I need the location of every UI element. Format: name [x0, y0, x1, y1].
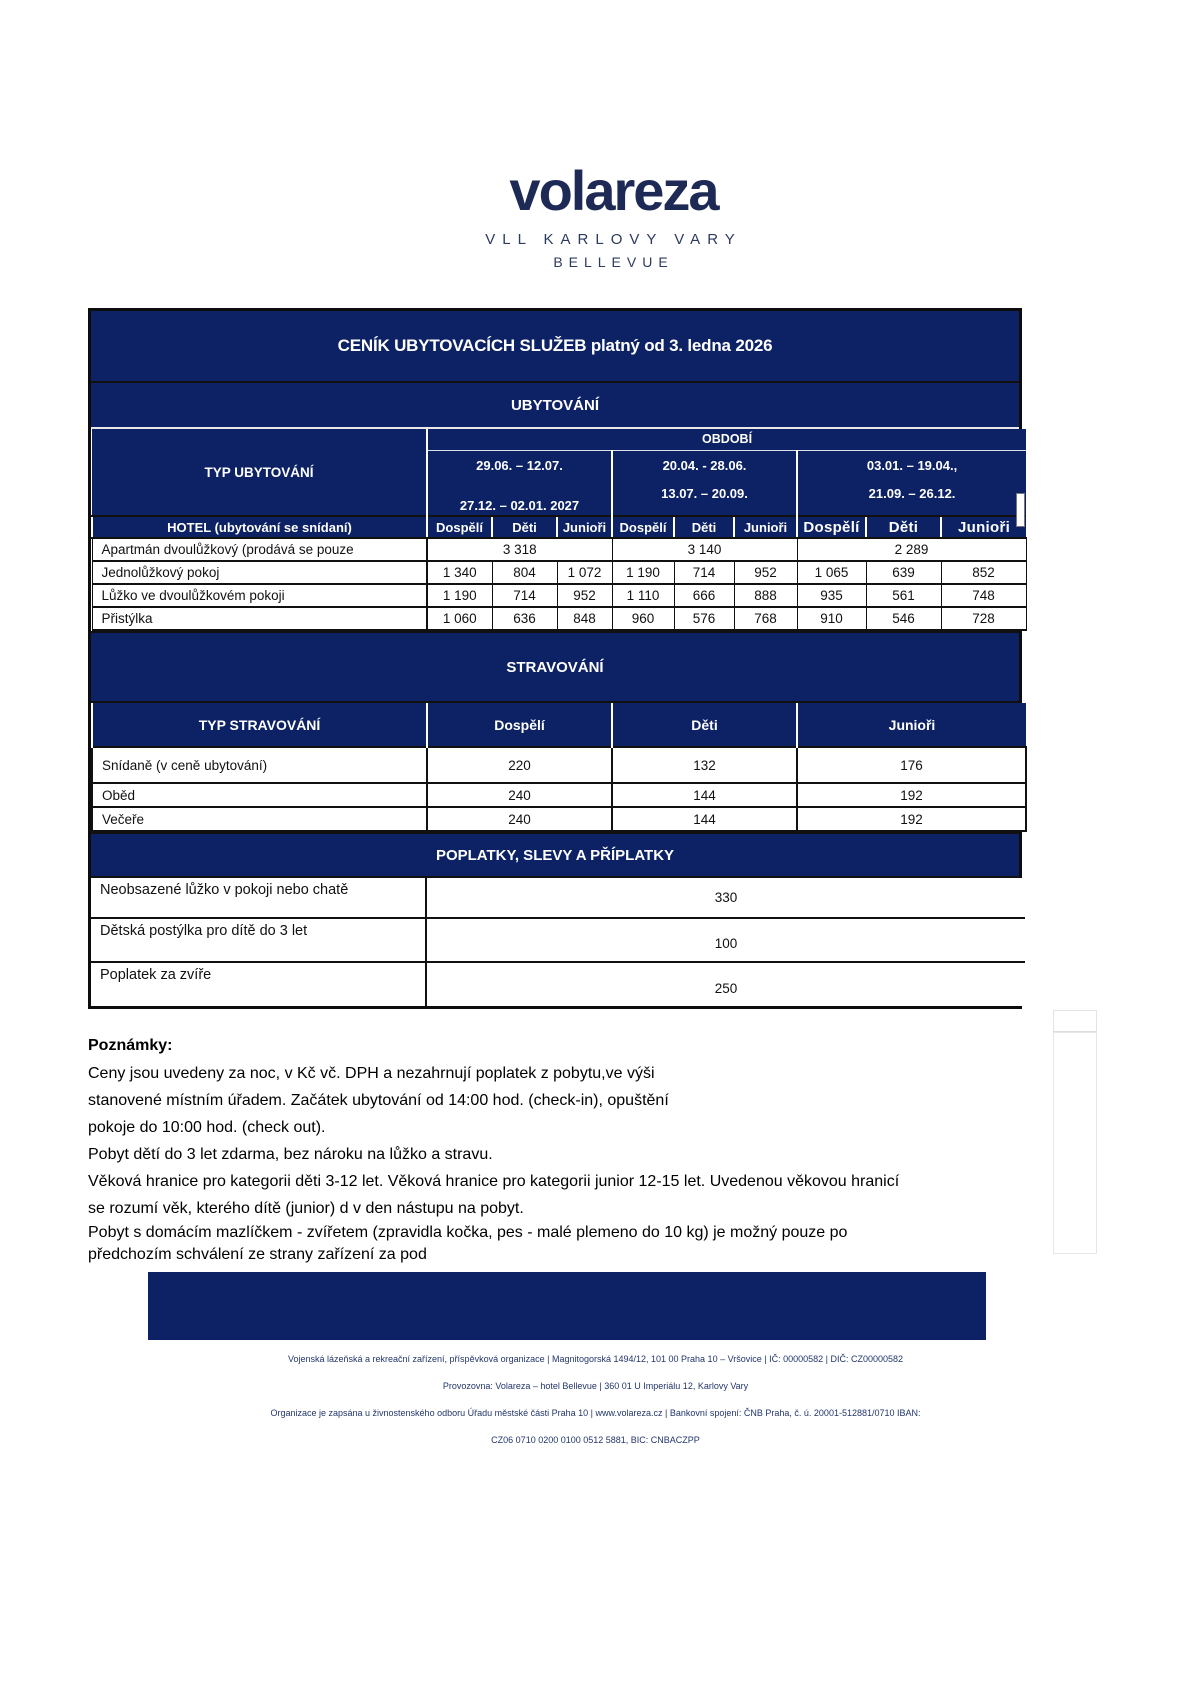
price-cell: 748 — [941, 584, 1026, 607]
note-line: Pobyt dětí do 3 let zdarma, bez nároku na lůžko a stravu. — [88, 1146, 493, 1163]
note-line: stanovené místním úřadem. Začátek ubytování od 14:00 hod. (check-in), opuštění — [88, 1092, 669, 1109]
footer-navy-bar — [148, 1272, 986, 1340]
meal-price-cell: 240 — [427, 807, 612, 831]
price-cell: 804 — [492, 561, 557, 584]
note-line: předchozím schválení ze strany zařízení za pod — [88, 1246, 427, 1263]
footer-line-registration: Organizace je zapsána u živnostenského odboru Úřadu městské části Praha 10 | www.volareza.cz | Bankovní spojení: ČNB Praha, č. ú. 20001-512881/0710 IBAN: — [270, 1408, 921, 1418]
room-type-label: Přistýlka — [92, 607, 427, 630]
meals-type-header: TYP STRAVOVÁNÍ — [92, 703, 427, 747]
period-1 — [427, 450, 612, 516]
price-cell: 952 — [557, 584, 612, 607]
price-cell: 1 190 — [427, 584, 492, 607]
fee-value: 250 — [426, 962, 1025, 1006]
footer-line-organization: Vojenská lázeňská a rekreační zařízení, příspěvková organizace | Magnitogorská 1494/12, 101 00 Praha 10 – Vršovice | IČ: 00000582 | DIČ: CZ00000582 — [287, 1354, 904, 1364]
section-fees-header: POPLATKY, SLEVY A PŘÍPLATKY — [91, 832, 1019, 878]
meal-label: Snídaně (v ceně ubytování) — [92, 747, 427, 783]
fee-label: Poplatek za zvíře — [91, 962, 426, 1006]
meal-price-cell: 240 — [427, 783, 612, 807]
meal-price-cell: 144 — [612, 783, 797, 807]
period-3-line2: 21.09. – 26.12. — [868, 485, 956, 501]
price-cell: 636 — [492, 607, 557, 630]
brand-logo: volareza — [509, 159, 718, 222]
page-title: CENÍK UBYTOVACÍCH SLUŽEB platný od 3. ledna 2026 — [91, 311, 1019, 383]
logo-block — [18, 159, 1191, 270]
notes-section — [88, 1032, 1103, 1266]
col-header-juniors-1: Junioři — [557, 516, 612, 538]
col-header-juniors-3: Junioři — [941, 516, 1026, 538]
period-header: OBDOBÍ — [427, 429, 1026, 450]
price-cell: 714 — [674, 561, 734, 584]
meals-children-header: Děti — [612, 703, 797, 747]
price-cell: 935 — [797, 584, 866, 607]
logo-subtitle-hotel: BELLEVUE — [553, 254, 674, 270]
price-cell: 1 190 — [612, 561, 674, 584]
scan-artifact-notch — [1016, 493, 1025, 527]
meals-table — [91, 703, 1027, 832]
room-type-label: Lůžko ve dvoulůžkovém pokoji — [92, 584, 427, 607]
room-type-label: Apartmán dvoulůžkový (prodává se pouze — [92, 538, 427, 561]
section-accommodation-header: UBYTOVÁNÍ — [91, 383, 1019, 429]
price-cell: 848 — [557, 607, 612, 630]
price-cell: 1 060 — [427, 607, 492, 630]
price-cell: 888 — [734, 584, 797, 607]
col-header-adults-3: Dospělí — [797, 516, 866, 538]
note-line: Ceny jsou uvedeny za noc, v Kč vč. DPH a nezahrnují poplatek z pobytu,ve výši — [88, 1065, 655, 1082]
note-line: se rozumí věk, kterého dítě (junior) d v den nástupu na pobyt. — [88, 1200, 524, 1217]
col-header-children-1: Děti — [492, 516, 557, 538]
price-cell: 1 110 — [612, 584, 674, 607]
price-cell: 910 — [797, 607, 866, 630]
room-type-label: Jednolůžkový pokoj — [92, 561, 427, 584]
notes-heading: Poznámky: — [88, 1037, 173, 1054]
note-line: pokoje do 10:00 hod. (check out). — [88, 1119, 326, 1136]
price-cell: 3 318 — [427, 538, 612, 561]
price-cell: 960 — [612, 607, 674, 630]
fee-label: Neobsazené lůžko v pokoji nebo chatě — [91, 878, 426, 918]
period-1-line1: 29.06. – 12.07. — [476, 457, 563, 473]
price-cell: 546 — [866, 607, 941, 630]
col-header-adults-2: Dospělí — [612, 516, 674, 538]
note-line: Pobyt s domácím mazlíčkem - zvířetem (zpravidla kočka, pes - malé plemeno do 10 kg) je možný pouze po — [88, 1224, 848, 1241]
period-2 — [612, 450, 797, 516]
price-cell: 2 289 — [797, 538, 1026, 561]
fees-table — [91, 878, 1025, 1006]
price-cell: 1 340 — [427, 561, 492, 584]
price-list-block — [88, 308, 1022, 1009]
col-header-adults-1: Dospělí — [427, 516, 492, 538]
price-cell: 852 — [941, 561, 1026, 584]
meal-price-cell: 220 — [427, 747, 612, 783]
period-3 — [797, 450, 1026, 516]
meal-price-cell: 192 — [797, 807, 1026, 831]
price-cell: 639 — [866, 561, 941, 584]
period-2-line2: 13.07. – 20.09. — [661, 485, 748, 501]
scan-artifact-box-small — [1053, 1010, 1097, 1032]
period-3-line1: 03.01. – 19.04., — [866, 457, 958, 473]
col-header-children-2: Děti — [674, 516, 734, 538]
meal-price-cell: 144 — [612, 807, 797, 831]
price-cell: 3 140 — [612, 538, 797, 561]
col-header-juniors-2: Junioři — [734, 516, 797, 538]
meal-price-cell: 132 — [612, 747, 797, 783]
meals-adults-header: Dospělí — [427, 703, 612, 747]
meal-label: Večeře — [92, 807, 427, 831]
period-2-line1: 20.04. - 28.06. — [662, 457, 747, 473]
col-header-children-3: Děti — [866, 516, 941, 538]
price-cell: 768 — [734, 607, 797, 630]
price-cell: 561 — [866, 584, 941, 607]
note-line: Věková hranice pro kategorii děti 3-12 let. Věková hranice pro kategorii junior 12-15 let. Uvedenou věkovou hranicí — [88, 1173, 900, 1190]
accommodation-table — [91, 429, 1027, 631]
price-cell: 714 — [492, 584, 557, 607]
fee-value: 100 — [426, 918, 1025, 962]
type-column-header: TYP UBYTOVÁNÍ — [92, 429, 427, 516]
period-1-line2: 27.12. – 02.01. 2027 — [459, 497, 580, 513]
meals-juniors-header: Junioři — [797, 703, 1026, 747]
meal-price-cell: 176 — [797, 747, 1026, 783]
footer-texts — [0, 1352, 1191, 1460]
section-meals-header: STRAVOVÁNÍ — [91, 631, 1019, 703]
fee-label: Dětská postýlka pro dítě do 3 let — [91, 918, 426, 962]
price-cell: 576 — [674, 607, 734, 630]
price-cell: 952 — [734, 561, 797, 584]
meal-price-cell: 192 — [797, 783, 1026, 807]
footer-line-branch: Provozovna: Volareza – hotel Bellevue | 360 01 U Imperiálu 12, Karlovy Vary — [442, 1381, 749, 1391]
meal-label: Oběd — [92, 783, 427, 807]
hotel-subheader: HOTEL (ubytování se snídaní) — [92, 516, 427, 538]
price-cell: 1 072 — [557, 561, 612, 584]
logo-subtitle-location: VLL KARLOVY VARY — [485, 231, 742, 248]
price-cell: 1 065 — [797, 561, 866, 584]
price-cell: 666 — [674, 584, 734, 607]
price-cell: 728 — [941, 607, 1026, 630]
fee-value: 330 — [426, 878, 1025, 918]
scan-artifact-box-tall — [1053, 1032, 1097, 1254]
footer-line-iban: CZ06 0710 0200 0100 0512 5881, BIC: CNBACZPP — [491, 1435, 700, 1445]
